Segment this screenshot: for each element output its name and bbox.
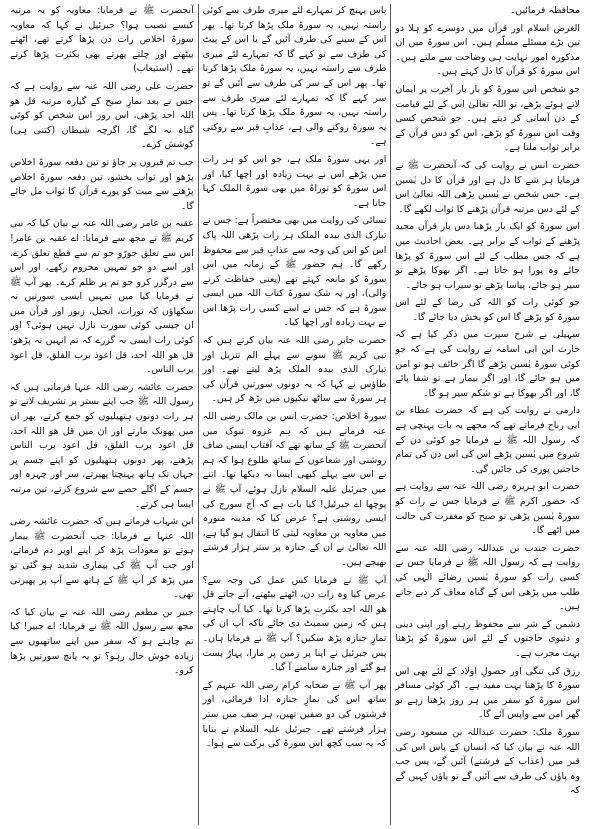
paragraph: جب تم قبروں پر جاؤ تو تین دفعہ سورۃ اخلاص پڑھو اور ثواب بخشو، تین دفعہ سورۃ اخلاص پڑھنے سے میت کو پورے قرآن کا ثواب مل جائے گا۔ — [10, 156, 194, 212]
paragraph: حضرت علی رضی اللہ عنہ سے روایت ہے کہ جس نے بعد نمازِ صبح کے گیارہ مرتبہ قل ھو اللہ احد پڑھی، اس روز اس شخص کو کوئی گناہ نہ لگے گا، اگرچہ شیطان (کتنی ہی) کوشش کرے۔ — [10, 80, 194, 151]
paragraph: سورۃ اخلاص: حضرت انس بن مالک رضی اللہ عنہ فرماتے ہیں کہ ہم غزوہ تبوک میں آنحضرت ﷺ کے ساتھ تھے کہ آفتاب ایسی صاف روشنی اور شعاعوں کے ساتھ طلوع ہوا کہ ہم نے اس سے پہلے کبھی ایسا نہ دیکھا تھا۔ اتنے میں جبرئیل علیہ السلام نازل ہوئے، آپ ﷺ نے پوچھا اے جبرئیل! کیا بات ہے کہ آج سورج کی ایسی روشنی ہے؟ عرض کیا کہ مدینہ منورہ میں معاویہ بن معاویہ لیثی کا انتقال ہو گیا ہے، اللہ تعالیٰ نے ان کے جنازہ پر ستر ہزار فرشتے بھیجے ہیں۔ — [202, 411, 387, 568]
text-column-right — [391, 4, 584, 825]
paragraph: دشمن کے شر سے محفوظ رہنے اور اپنی دینی و دنیوی حاجتوں کے لئے اس سورۃ کو پڑھنا بہت مجرب ہے۔ — [395, 618, 580, 659]
paragraph: ابن شہاب فرماتے ہیں کہ حضرت عائشہ رضی اللہ عنہا نے فرمایا: جب آنحضرت ﷺ بیمار ہوتے تو معوذات پڑھ کر اپنے اوپر دم فرماتے، اور جب آپ ﷺ کی بیماری شدید ہو گئی تو میں پڑھ کر آپ ﷺ کے ہاتھ سے آپ پر پھیرتی تھی۔ — [10, 516, 194, 601]
text-column-middle — [199, 4, 392, 825]
paragraph: پھر آپ ﷺ نے صحابہ کرام رضی اللہ عنہم کے ساتھ اس کی نمازِ جنازہ ادا فرمائی، اور فرشتوں کی دو صفیں تھیں، ہر صف میں ستر ہزار فرشتے تھے۔ جبرئیل علیہ السلام نے بتایا کہ یہ سب کچھ اس سورۃ کی برکت سے ہوا۔ — [202, 679, 387, 750]
paragraph: جو شخص اس سورۃ کو بار بار آخرت پر ایمان لاتے ہوئے پڑھے، تو اللہ تعالیٰ اس کے لئے قیامت کے دن آسانی کر دیتے ہیں۔ جو شخص کسی وقت اس سورۃ کو پڑھے، اس کو دس قرآن کے برابر ثواب ملتا ہے۔ — [395, 83, 580, 154]
paragraph: نسائی کی روایت میں بھی مختصراً ہے: جس نے تبارک الذی بیدہ الملک ہر رات پڑھی اللہ پاک اس کو اس کی وجہ سے عذابِ قبر سے محفوظ رکھے گا۔ ہم حضور ﷺ کے زمانہ میں اس سورۃ کو مانعہ کہتے تھے (یعنی حفاظت کرنے والی)، اور یہ شک سورۃ کتاب اللہ میں ایسی سورۃ ہے کہ جس نے اسے کسی رات پڑھا اس نے بہت زیادہ اور اچھا کیا۔ — [202, 215, 387, 329]
paragraph: دارمی نے روایت کی ہے کہ حضرت عطاء بن ابی رباح فرماتے تھے کہ مجھے یہ بات پہنچی ہے کہ رسول اللہ ﷺ نے فرمایا جو کوئی دن کے شروع میں یٰسین پڑھے اس کی اس دن کی تمام حاجتیں پوری کی جائیں گی۔ — [395, 405, 580, 475]
paragraph: عقبہ بن عامر رضی اللہ عنہ نے بیان کیا کہ نبی کریم ﷺ نے مجھ سے فرمایا: اے عقبہ بن عامر! اس سے تعلق جوڑو جو تم سے قطع تعلق کرے، اور اسے دو جو تمہیں محروم رکھے، اور اس سے درگزر کرو جو تم پر ظلم کرے۔ پھر آپ ﷺ نے فرمایا کیا میں تمہیں ایسی سورتیں نہ سکھاؤں کہ تورات، انجیل، زبور اور قرآن میں ان جیسی کوئی سورت نازل نہیں ہوئی؟ اور کوئی رات ایسی نہ گزرے کہ تم انہیں نہ پڑھو: قل ھو اللہ احد، قل اعوذ برب الفلق، قل اعوذ برب الناس۔ — [10, 218, 194, 376]
paragraph: جو کوئی رات کو اللہ کی رضا کے لئے اس سورۃ کو پڑھے گا اس کو بخش دیا جائے گا۔ — [395, 297, 580, 323]
paragraph: اس سورۃ کو ایک بار پڑھنا دس بار قرآن مجید پڑھنے کے ثواب کے برابر ہے۔ بعض احادیث میں ہے کہ جس مطلب کے لئے اس سورۃ کو پڑھا جائے وہ پورا ہو جاتا ہے۔ اگر بھوکا پڑھے تو سیر ہو جائے، پیاسا پڑھے تو سیراب ہو جائے۔ — [395, 221, 580, 291]
paragraph: حضرت جندب بن عبداللہ رضی اللہ عنہ سے روایت ہے کہ رسول اللہ ﷺ نے فرمایا جس نے کسی رات کو سورۃ یٰسین رضائے الٰہی کی طلب میں پڑھی اس کے گناہ معاف کر دیے جاتے ہیں۔ — [395, 542, 580, 613]
paragraph: حضرت جابر رضی اللہ عنہ بیان کرتے ہیں کہ نبی کریم ﷺ سونے سے پہلے الم تنزیل اور تبارک الذی بیدہ الملک پڑھ لیتے تھے۔ اور طاؤس نے کہا کہ یہ دونوں سورتیں قرآن کی ہر سورۃ سے ساٹھ نیکیوں میں بڑھ کر ہیں۔ — [202, 335, 387, 405]
paragraph: رزق کی تنگی اور حصولِ اولاد کے لئے بھی اس سورۃ کا پڑھنا بہت مفید ہے۔ اگر کوئی مسافر اس سورۃ کو سفر میں ہر روز پڑھتا رہے تو گھر امن سے واپس آئے گا۔ — [395, 665, 580, 721]
paragraph: اور یہی سورۃ ملک ہے، جو اس کو ہر رات میں پڑھے اس نے بہت زیادہ اور اچھا کیا، اور اس سورۃ کو توراۃ میں بھی سورۃ الملک کہا جاتا ہے۔ — [202, 153, 387, 209]
paragraph: سہیلی نے شرح سیرت میں ذکر کیا ہے کہ حارث ابن ابی اسامہ نے روایت کی ہے کہ جو کوئی سورۃ یٰسین پڑھے گا اگر خائف ہو تو امن میں ہو جائے گا، اور اگر بیمار ہے تو شفا پائے گا، اور اگر بھوکا ہے تو شکم سیر ہو گا۔ — [395, 329, 580, 399]
paragraph: حضرت عائشہ رضی اللہ عنہا فرماتی ہیں کہ رسول اللہ ﷺ جب اپنے بستر پر تشریف لاتے تو ہر رات دونوں ہتھیلیوں کو جمع کرتے، پھر ان میں پھونک مارتے اور ان میں قل ھو اللہ احد، قل اعوذ برب الفلق، قل اعوذ برب الناس پڑھتے، پھر دونوں ہتھیلیوں کو اپنے جسم پر جہاں تک ہاتھ پہنچتا پھیرتے، سر اور چہرہ اور جسم کے اگلے حصے سے شروع کرتے، تین مرتبہ ایسا ہی کرتے۔ — [10, 381, 194, 510]
paragraph: آنحضرت ﷺ نے فرمایا: معاویہ کو یہ مرتبہ کیسے نصیب ہوا؟ جبرئیل نے کہا کہ معاویہ سورۃ اخلاص رات دن پڑھا کرتے تھے، اٹھتے بیٹھتے اور چلتے پھرتے بھی بکثرت پڑھا کرتے تھے۔ (استیعاب) — [10, 5, 194, 75]
paragraph: آپ ﷺ نے فرمایا کس عمل کی وجہ سے؟ عرض کیا وہ رات دن، اٹھتے بیٹھتے، آتے جاتے قل ھو اللہ احد بکثرت پڑھا کرتا تھا۔ کیا آپ چاہتے ہیں کہ زمین سمیٹ دی جائے تاکہ آپ ان کی نمازِ جنازہ پڑھ سکیں؟ آپ ﷺ نے فرمایا ہاں۔ پس جبرئیل نے اپنا پر زمین پر مارا، پہاڑ پست ہو گئے اور جنازہ سامنے آ گیا۔ — [202, 574, 387, 674]
paragraph: محافظہ فرمائیں۔ — [509, 5, 580, 16]
paragraph: پاس پہنچ کر تمہارے لئے میری طرف سے کوئی راستہ نہیں، یہ سورۃ ملک پڑھا کرتا تھا۔ پھر اس کے سینے کی طرف آئیں گے یا اس کے پیٹ کی طرف سے تو کہے گا کہ تمہارے لئے میری طرف سے راستہ نہیں، یہ سورۃ ملک پڑھا کرتا تھا۔ پھر اس کے سر کی طرف سے آئیں گے تو سر کہے گا کہ تمہارے لئے میری طرف سے راستہ نہیں، یہ سورۃ ملک پڑھا کرتا تھا۔ پس یہ سورۃ روکنے والی ہے، عذابِ قبر سے روکتی ہے۔ — [202, 5, 387, 148]
paragraph: حضرت انس نے روایت کی کہ آنحضرت ﷺ نے فرمایا ہر شے کا دل ہے اور قرآن کا دل یٰسین ہے۔ جس شخص نے یٰسین پڑھی اللہ تعالیٰ اس کے لئے دس مرتبہ قرآن پڑھنے کا ثواب لکھے گا۔ — [395, 159, 580, 215]
paragraph: سورۃ ملک: حضرت عبداللہ بن مسعود رضی اللہ عنہ نے بیان کیا کہ انسان کے پاس اس کی قبر میں (عذاب کے فرشتے) آئیں گے، پس جب وہ پاؤں کی طرف سے آئیں گے تو پاؤں کہیں گے کہ — [395, 726, 580, 797]
text-column-left — [6, 4, 199, 825]
paragraph: الغرض اسلام اور قرآن میں دوسرے کو ہلا دو تین بڑے مسئلے مسلّم ہیں۔ اس سورۃ میں ان مذکورہ امور نہایت ہی وضاحت سے ملتے ہیں۔ اس سورۃ کو قرآن کا دل کہتے ہیں۔ — [395, 22, 580, 78]
paragraph: جبیر بن مطعم رضی اللہ عنہ نے بیان کیا کہ مجھ سے رسول اللہ ﷺ نے فرمایا: اے جبیر! کیا تم چاہتے ہو کہ سفر میں اپنے ساتھیوں سے زیادہ خوش حال رہو؟ تو یہ پانچ سورتیں پڑھا کرو۔ — [10, 606, 194, 677]
paragraph: حضرت ابو ہریرہ رضی اللہ عنہ سے روایت ہے کہ حضور اکرم ﷺ نے فرمایا جس نے رات کو سورۃ یٰسین پڑھی تو صبح کو مغفرت کی حالت میں اٹھے گا۔ — [395, 481, 580, 537]
